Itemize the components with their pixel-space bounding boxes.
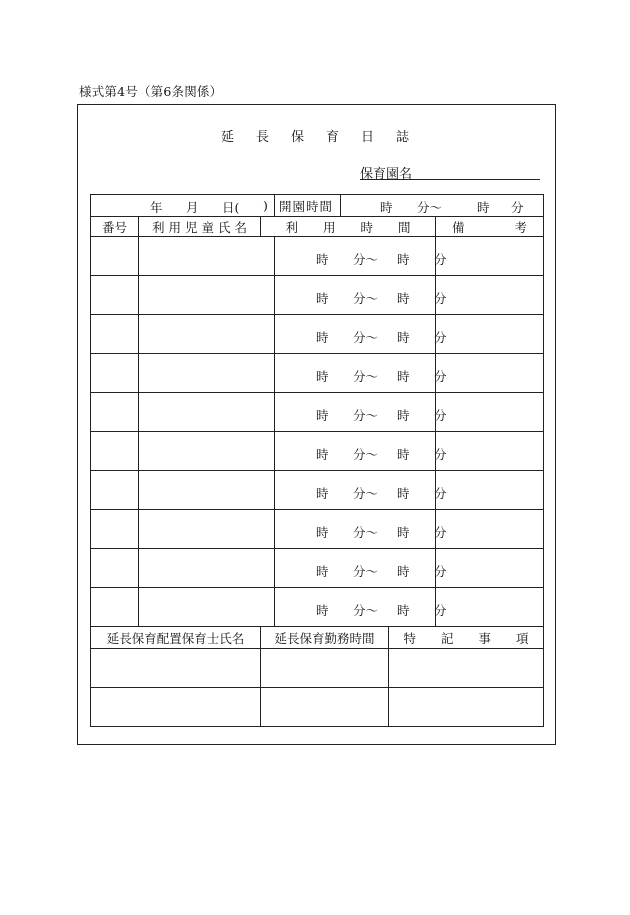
usage-time-cell[interactable] — [275, 432, 447, 471]
staff-name-cell[interactable] — [91, 688, 261, 727]
start-min-label: 分～ — [353, 603, 379, 618]
remarks-cell[interactable] — [436, 588, 544, 627]
end-hour-label: 時 — [397, 564, 410, 579]
child-name-cell[interactable] — [139, 393, 275, 432]
end-min-label: 分 — [434, 564, 447, 579]
table-row — [91, 432, 544, 471]
number-cell[interactable] — [91, 588, 139, 627]
table-row — [91, 354, 544, 393]
header-char: 用 — [322, 219, 336, 235]
date-field[interactable] — [91, 195, 275, 217]
footer-row — [91, 688, 544, 727]
header-char: 利 — [151, 219, 165, 235]
title-char: 延 — [220, 130, 234, 145]
usage-time-cell[interactable] — [275, 510, 447, 549]
title-char: 育 — [326, 130, 340, 145]
day-label: 日( — [222, 200, 240, 215]
header-char: 児 — [184, 219, 198, 235]
month-label: 月 — [186, 200, 199, 215]
header-char: 考 — [514, 219, 528, 235]
usage-time-cell[interactable] — [275, 588, 447, 627]
staff-name-header: 延長保育配置保育士氏名 — [91, 627, 261, 649]
header-char: 備 — [451, 219, 465, 235]
usage-time-cell[interactable] — [275, 471, 447, 510]
start-min-label: 分～ — [353, 564, 379, 579]
number-cell[interactable] — [91, 432, 139, 471]
end-min-label: 分 — [434, 447, 447, 462]
remarks-cell[interactable] — [436, 471, 544, 510]
special-notes-cell[interactable] — [389, 649, 544, 688]
table-row — [91, 237, 544, 276]
title-char: 保 — [290, 130, 304, 145]
start-min-label: 分～ — [353, 330, 379, 345]
special-notes-header — [389, 627, 544, 649]
document-title — [0, 126, 630, 145]
usage-time-cell[interactable] — [275, 276, 447, 315]
header-char: 記 — [440, 630, 454, 646]
column-header-row — [91, 217, 544, 237]
table-row — [91, 393, 544, 432]
end-hour-label: 時 — [397, 486, 410, 501]
start-min-label: 分～ — [353, 408, 379, 423]
number-cell[interactable] — [91, 549, 139, 588]
end-min-label: 分 — [434, 330, 447, 345]
remarks-cell[interactable] — [436, 354, 544, 393]
header-row — [91, 195, 544, 217]
table-row — [91, 276, 544, 315]
number-cell[interactable] — [91, 276, 139, 315]
start-min-label: 分～ — [353, 486, 379, 501]
table-row — [91, 549, 544, 588]
remarks-cell[interactable] — [436, 432, 544, 471]
end-hour-label: 時 — [397, 369, 410, 384]
open-hour-label: 時 — [380, 200, 393, 215]
start-min-label: 分～ — [353, 369, 379, 384]
start-hour-label: 時 — [316, 486, 329, 501]
number-cell[interactable] — [91, 354, 139, 393]
child-name-column-header — [139, 217, 261, 237]
header-char: 利 — [285, 219, 298, 235]
child-name-cell[interactable] — [139, 276, 275, 315]
header-char: 氏 — [217, 219, 231, 235]
end-hour-label: 時 — [397, 603, 410, 618]
header-char: 童 — [201, 219, 214, 235]
footer-header-row — [91, 627, 544, 649]
child-name-cell[interactable] — [139, 510, 275, 549]
end-hour-label: 時 — [397, 408, 410, 423]
remarks-cell[interactable] — [436, 510, 544, 549]
end-min-label: 分 — [434, 408, 447, 423]
child-name-cell[interactable] — [139, 471, 275, 510]
end-min-label: 分 — [434, 525, 447, 540]
number-column-header: 番号 — [91, 217, 139, 237]
title-char: 誌 — [396, 130, 410, 145]
nursery-name-field[interactable] — [360, 163, 540, 180]
work-hours-header: 延長保育勤務時間 — [261, 627, 389, 649]
form-reference: 様式第4号（第6条関係） — [79, 84, 223, 99]
header-char: 時 — [360, 219, 374, 235]
child-name-cell[interactable] — [139, 549, 275, 588]
remarks-cell[interactable] — [436, 393, 544, 432]
header-char: 間 — [398, 219, 411, 235]
start-min-label: 分～ — [353, 525, 379, 540]
special-notes-cell[interactable] — [389, 688, 544, 727]
start-min-label: 分～ — [353, 291, 379, 306]
nursery-name-label: 保育園名 — [360, 167, 413, 182]
log-table — [90, 194, 544, 727]
start-hour-label: 時 — [316, 252, 329, 267]
footer-row — [91, 649, 544, 688]
usage-time-cell[interactable] — [275, 237, 447, 276]
title-char: 長 — [255, 130, 269, 145]
header-char: 項 — [516, 630, 529, 646]
work-hours-cell[interactable] — [261, 649, 389, 688]
opening-hours-field[interactable] — [341, 195, 544, 217]
header-char: 特 — [403, 630, 416, 646]
remarks-cell[interactable] — [436, 315, 544, 354]
start-hour-label: 時 — [316, 408, 329, 423]
remarks-cell[interactable] — [436, 276, 544, 315]
start-hour-label: 時 — [316, 291, 329, 306]
close-hour-label: 時 — [477, 200, 490, 215]
child-name-cell[interactable] — [139, 432, 275, 471]
opening-hours-label: 開園時間 — [275, 195, 341, 217]
start-hour-label: 時 — [316, 369, 329, 384]
end-hour-label: 時 — [397, 447, 410, 462]
start-min-label: 分～ — [353, 447, 379, 462]
table-row — [91, 471, 544, 510]
header-char: 名 — [234, 219, 247, 235]
work-hours-cell[interactable] — [261, 688, 389, 727]
start-hour-label: 時 — [316, 525, 329, 540]
child-name-cell[interactable] — [139, 237, 275, 276]
end-hour-label: 時 — [397, 252, 410, 267]
remarks-column-header — [436, 217, 544, 237]
table-row — [91, 315, 544, 354]
end-hour-label: 時 — [397, 291, 410, 306]
table-row — [91, 588, 544, 627]
header-char: 事 — [478, 630, 492, 646]
start-hour-label: 時 — [316, 603, 329, 618]
number-cell[interactable] — [91, 471, 139, 510]
start-hour-label: 時 — [316, 447, 329, 462]
number-cell[interactable] — [91, 510, 139, 549]
usage-time-cell[interactable] — [275, 393, 447, 432]
end-hour-label: 時 — [397, 330, 410, 345]
staff-name-cell[interactable] — [91, 649, 261, 688]
child-name-cell[interactable] — [139, 354, 275, 393]
end-min-label: 分 — [434, 603, 447, 618]
year-label: 年 — [150, 200, 163, 215]
usage-time-column-header — [261, 217, 436, 237]
close-min-label: 分 — [511, 200, 524, 215]
remarks-cell[interactable] — [436, 549, 544, 588]
usage-time-cell[interactable] — [275, 315, 447, 354]
start-hour-label: 時 — [316, 330, 329, 345]
end-hour-label: 時 — [397, 525, 410, 540]
child-name-cell[interactable] — [139, 588, 275, 627]
remarks-cell[interactable] — [436, 237, 544, 276]
end-min-label: 分 — [434, 252, 447, 267]
header-char: 用 — [168, 219, 181, 235]
usage-time-cell[interactable] — [275, 549, 447, 588]
usage-time-cell[interactable] — [275, 354, 447, 393]
open-min-label: 分～ — [417, 200, 443, 215]
day-close-label: ) — [263, 198, 268, 213]
start-hour-label: 時 — [316, 564, 329, 579]
table-row — [91, 510, 544, 549]
number-cell[interactable] — [91, 237, 139, 276]
end-min-label: 分 — [434, 291, 447, 306]
start-min-label: 分～ — [353, 252, 379, 267]
title-char: 日 — [361, 130, 375, 145]
end-min-label: 分 — [434, 486, 447, 501]
number-cell[interactable] — [91, 315, 139, 354]
number-cell[interactable] — [91, 393, 139, 432]
child-name-cell[interactable] — [139, 315, 275, 354]
end-min-label: 分 — [434, 369, 447, 384]
